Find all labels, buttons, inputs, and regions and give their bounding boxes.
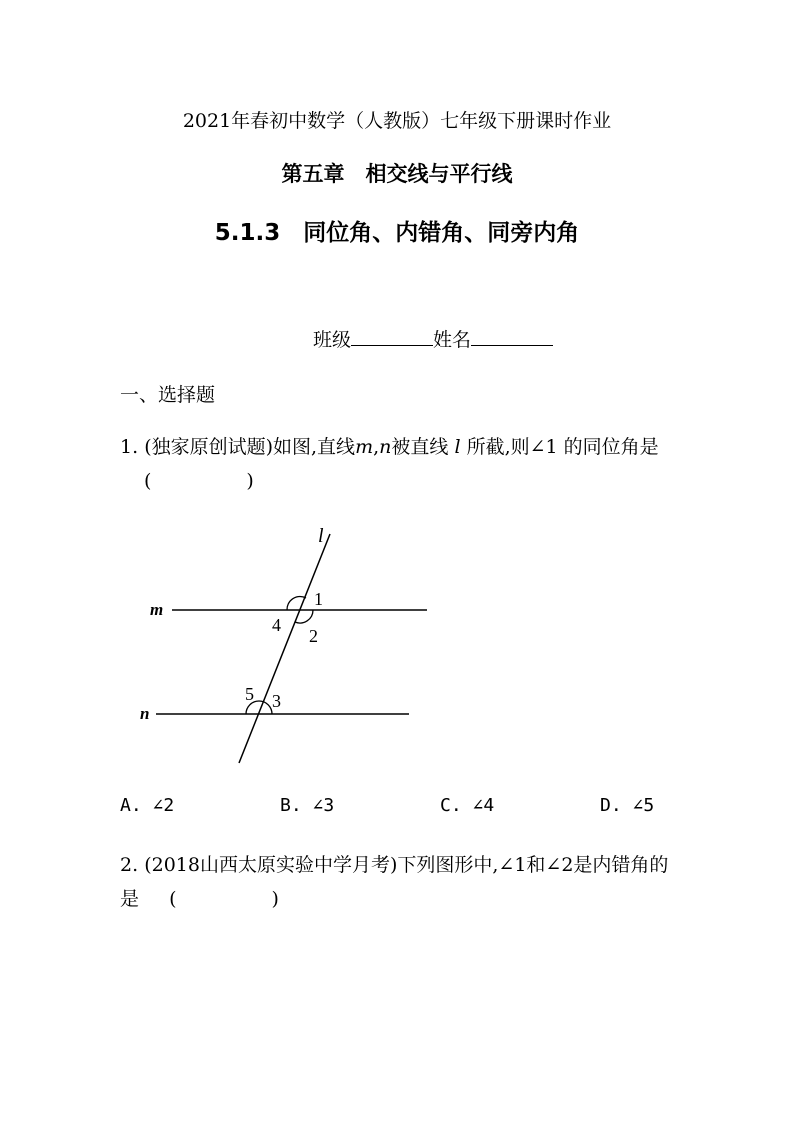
series-title: 2021年春初中数学（人教版）七年级下册课时作业 [182, 110, 612, 132]
angle-label-1: 1 [314, 589, 323, 609]
angle-label-3: 3 [272, 691, 281, 711]
section-heading: 一、选择题 [120, 384, 216, 406]
chapter-title: 第五章 相交线与平行线 [281, 161, 513, 186]
comma: , [373, 436, 380, 458]
name-blank [471, 327, 553, 346]
var-n: n [379, 436, 392, 458]
question-text: 所截,则∠1 的同位角是 [466, 436, 659, 458]
answer-bracket: ( ) [169, 888, 279, 910]
question-text: 下列图形中,∠1和∠2是内错角的是 [120, 854, 669, 910]
question-text: 如图,直线 [273, 436, 356, 458]
figure-q1 [120, 518, 450, 778]
class-blank [351, 327, 433, 346]
question-1 [120, 430, 680, 498]
class-label: 班级 [313, 329, 352, 351]
angle-label-5: 5 [245, 684, 254, 704]
question-number: 2. [120, 854, 139, 876]
line-l [239, 534, 330, 763]
student-info-line [313, 325, 553, 352]
option-a: A. ∠2 [120, 795, 175, 816]
angle-label-4: 4 [272, 615, 281, 635]
option-b: B. ∠3 [280, 795, 335, 816]
var-m: m [355, 436, 374, 458]
question-source: (2018山西太原实验中学月考) [144, 854, 398, 876]
option-d: D. ∠5 [600, 795, 655, 816]
answer-bracket: ( ) [144, 470, 254, 492]
name-label: 姓名 [433, 329, 472, 351]
label-m: m [150, 600, 164, 619]
label-n: n [140, 704, 150, 723]
option-c: C. ∠4 [440, 795, 495, 816]
label-l: l [318, 525, 324, 547]
var-l: l [454, 436, 461, 458]
question-text: 被直线 [391, 436, 449, 458]
question-number: 1. [120, 436, 139, 458]
question-source: (独家原创试题) [144, 436, 274, 458]
section-title: 5.1.3 同位角、内错角、同旁内角 [214, 220, 580, 246]
question-2 [120, 848, 680, 916]
angle-label-2: 2 [309, 626, 318, 646]
